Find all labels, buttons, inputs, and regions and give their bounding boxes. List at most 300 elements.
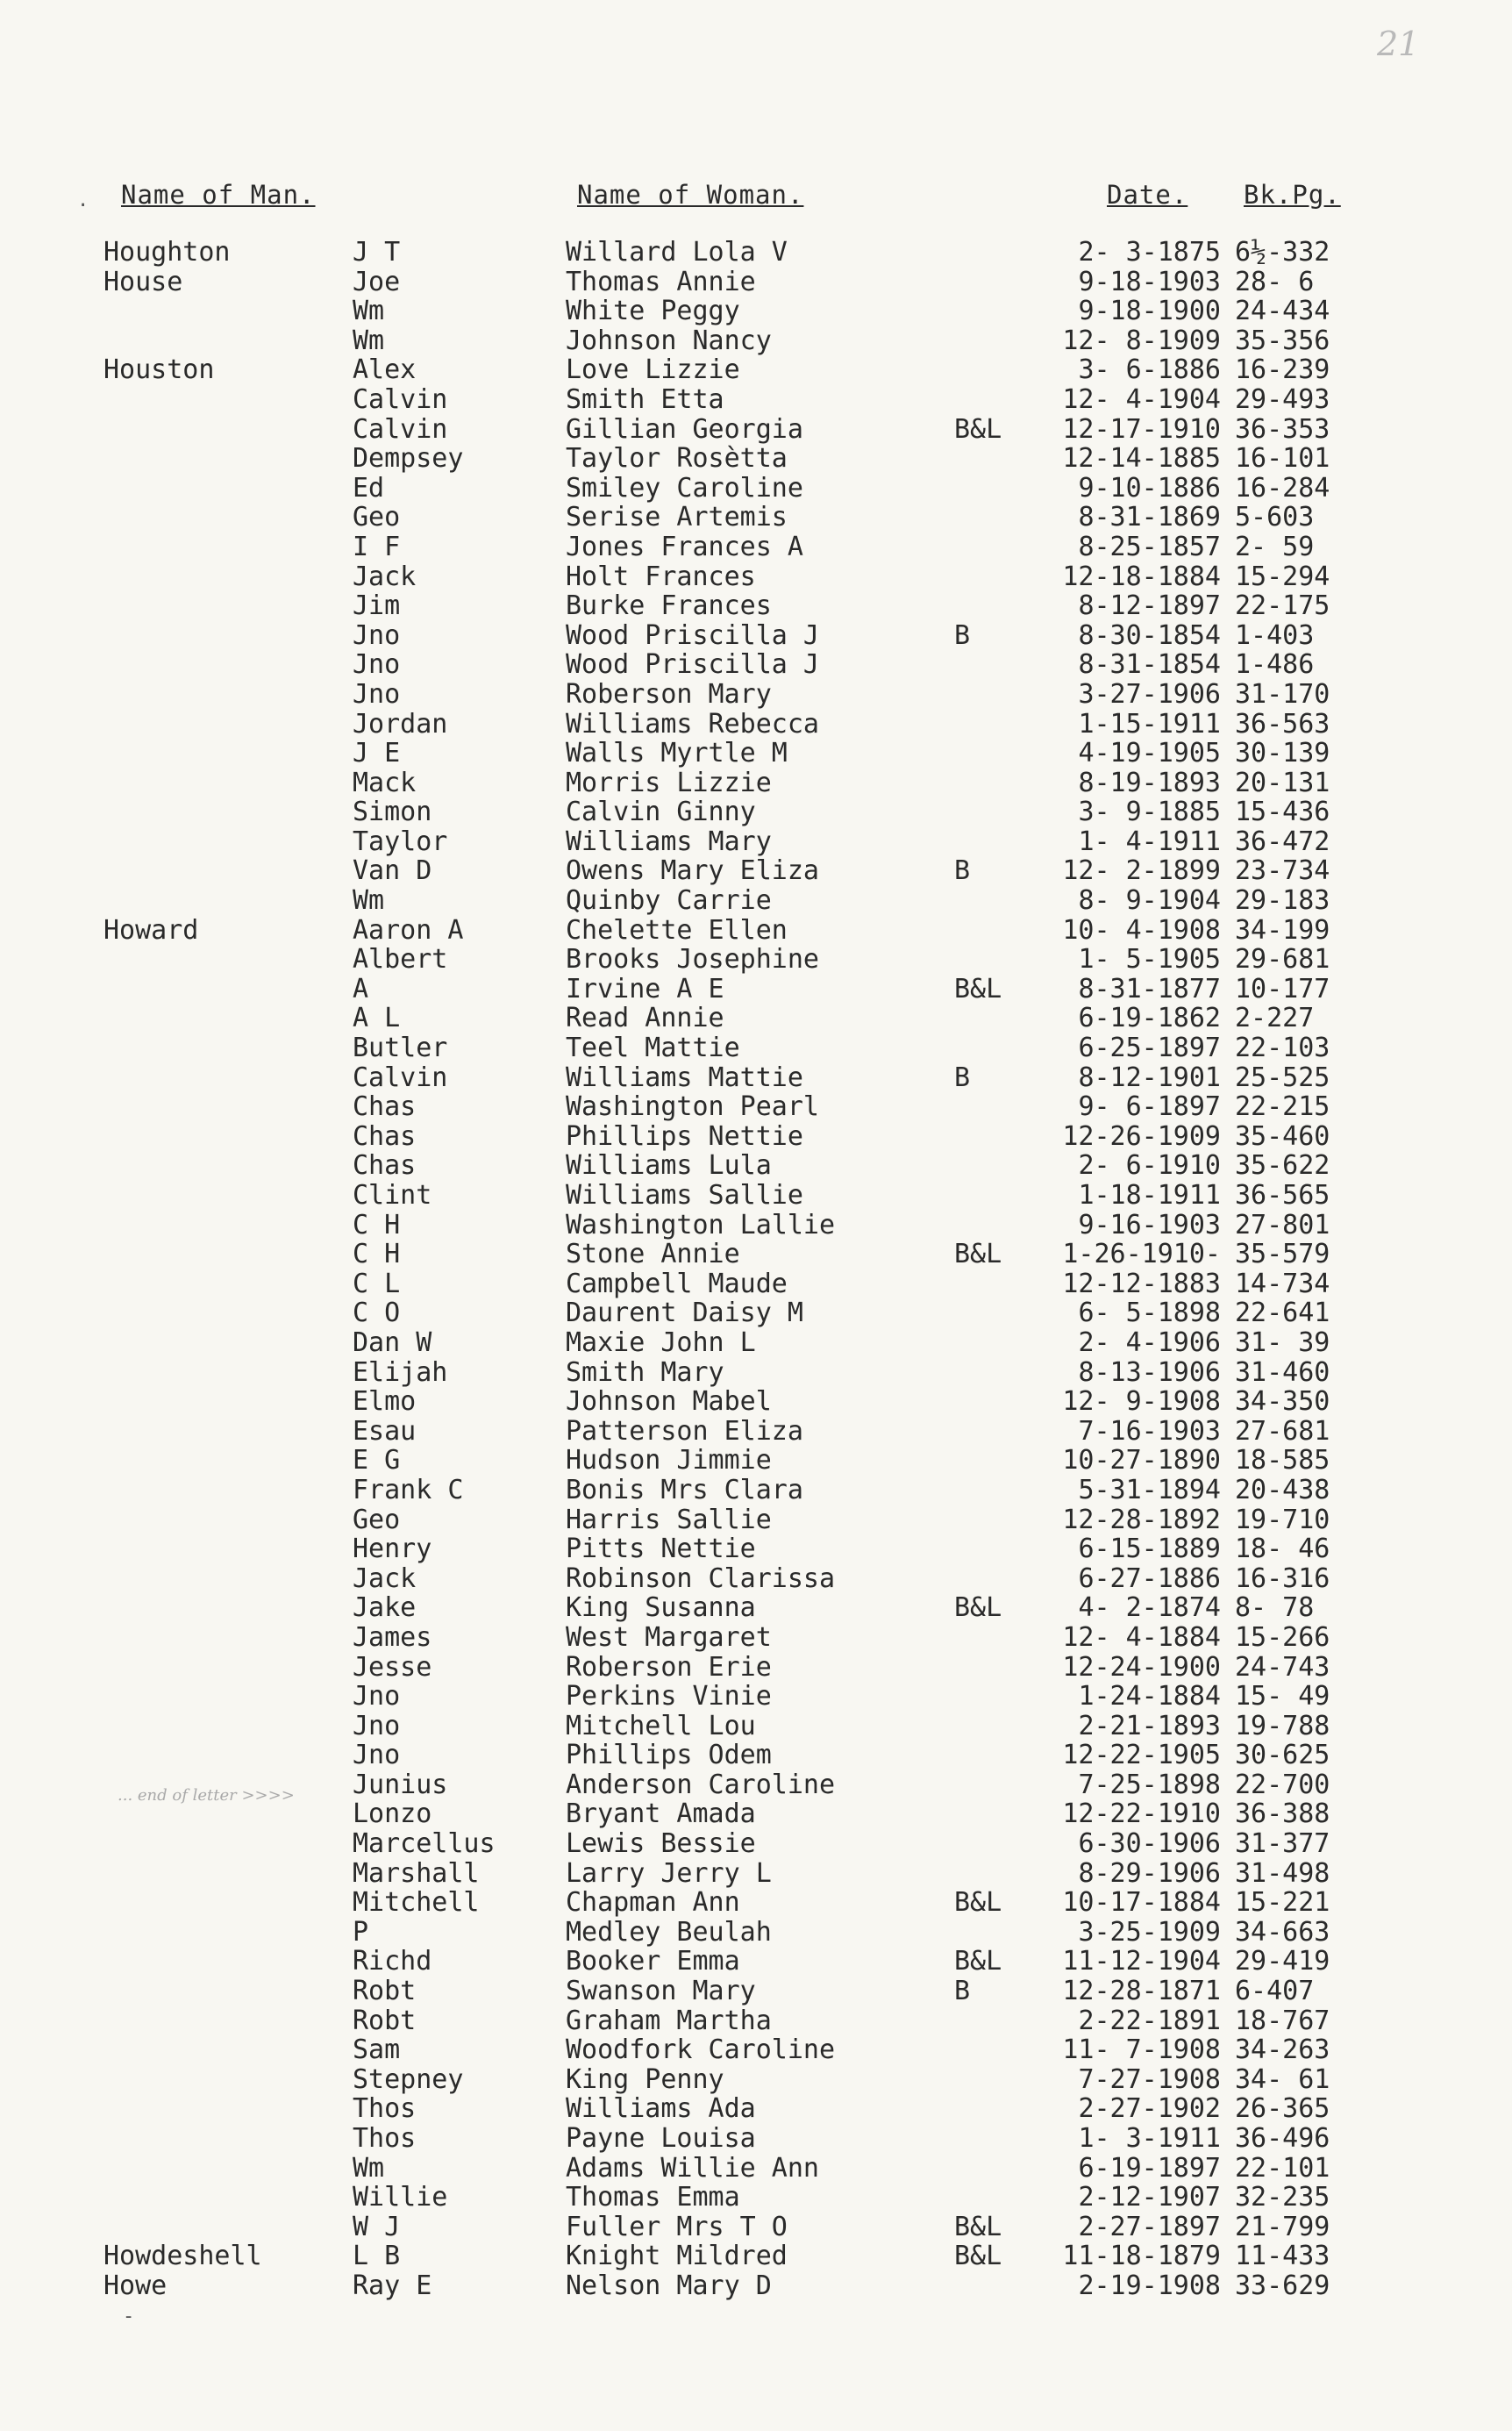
groom-given-name: Chas [353, 1150, 417, 1182]
bride-name: King Susanna [566, 1592, 756, 1624]
record-row [0, 1211, 1512, 1241]
bride-name: Phillips Nettie [566, 1120, 803, 1152]
record-row [0, 680, 1512, 710]
bride-name: Nelson Mary D [566, 2270, 772, 2301]
groom-given-name: Jno [353, 678, 401, 710]
groom-given-name: A [353, 973, 369, 1005]
book-page: 11-433 [1235, 2241, 1330, 2272]
groom-given-name: Willie [353, 2182, 448, 2213]
record-row [0, 326, 1512, 356]
groom-given-name: Thos [353, 2123, 417, 2154]
marriage-date: 12-24-1900 [1062, 1651, 1221, 1683]
book-page: 34-663 [1235, 1916, 1330, 1948]
groom-given-name: C H [353, 1239, 401, 1270]
marriage-date: 6-19-1897 [1078, 2152, 1221, 2184]
marriage-date: 12-14-1885 [1062, 443, 1221, 475]
book-page: 34-199 [1235, 914, 1330, 946]
book-page: 8- 78 [1235, 1592, 1315, 1624]
book-page: 15-436 [1235, 797, 1330, 828]
groom-given-name: L B [353, 2241, 401, 2272]
bride-name: Bonis Mrs Clara [566, 1474, 803, 1505]
book-page: 24-743 [1235, 1651, 1330, 1683]
groom-given-name: Lonzo [353, 1798, 432, 1830]
header-date: Date. [1107, 180, 1188, 210]
groom-given-name: Thos [353, 2093, 417, 2125]
record-note: B&L [954, 1592, 1002, 1624]
book-page: 29-681 [1235, 944, 1330, 976]
bride-name: Swanson Mary [566, 1976, 756, 2007]
marriage-date: 9-18-1903 [1078, 266, 1221, 297]
bride-name: Mitchell Lou [566, 1710, 756, 1741]
groom-given-name: Wm [353, 885, 385, 917]
bride-name: Booker Emma [566, 1946, 740, 1977]
bride-name: Jones Frances A [566, 531, 803, 562]
marriage-date: 6-27-1886 [1078, 1562, 1221, 1594]
bride-name: Read Annie [566, 1003, 724, 1034]
bride-name: Williams Mary [566, 826, 772, 857]
groom-given-name: Junius [353, 1769, 448, 1800]
book-page: 26-365 [1235, 2093, 1330, 2125]
record-row [0, 1564, 1512, 1594]
record-note: B [954, 1976, 971, 2007]
record-row [0, 1122, 1512, 1152]
groom-given-name: Ray E [353, 2270, 432, 2301]
bride-name: Owens Mary Eliza [566, 855, 819, 887]
book-page: 15-221 [1235, 1887, 1330, 1919]
marriage-date: 8-25-1857 [1078, 531, 1221, 562]
record-row [0, 1888, 1512, 1918]
bride-name: Thomas Annie [566, 266, 756, 297]
groom-given-name: Richd [353, 1946, 432, 1977]
book-page: 34-263 [1235, 2034, 1330, 2066]
book-page: 22-101 [1235, 2152, 1330, 2184]
marriage-date: 4-19-1905 [1078, 738, 1221, 769]
record-row [0, 650, 1512, 680]
marriage-records-list [0, 238, 1512, 2301]
marriage-date: 8-31-1877 [1078, 973, 1221, 1005]
groom-given-name: Wm [353, 325, 385, 356]
record-row [0, 1947, 1512, 1977]
marriage-date: 8-29-1906 [1078, 1857, 1221, 1889]
book-page: 33-629 [1235, 2270, 1330, 2301]
book-page: 1-486 [1235, 649, 1315, 681]
book-page: 36-563 [1235, 708, 1330, 740]
book-page: 19-788 [1235, 1710, 1330, 1741]
bride-name: Taylor Rosètta [566, 443, 788, 475]
marriage-date: 3- 9-1885 [1078, 797, 1221, 828]
groom-given-name: Calvin [353, 413, 448, 445]
bride-name: Perkins Vinie [566, 1681, 772, 1712]
bride-name: Williams Sallie [566, 1180, 803, 1211]
bride-name: Wood Priscilla J [566, 649, 819, 681]
book-page: 20-131 [1235, 767, 1330, 798]
bride-name: Roberson Erie [566, 1651, 772, 1683]
book-page: 6½-332 [1235, 237, 1330, 268]
book-page: 35-622 [1235, 1150, 1330, 1182]
marriage-date: 2-21-1893 [1078, 1710, 1221, 1741]
book-page: 31-377 [1235, 1828, 1330, 1860]
book-page: 21-799 [1235, 2211, 1330, 2242]
book-page: 36-496 [1235, 2123, 1330, 2154]
record-row [0, 1918, 1512, 1948]
marriage-date: 2-22-1891 [1078, 2005, 1221, 2036]
record-note: B&L [954, 413, 1002, 445]
bride-name: Larry Jerry L [566, 1857, 772, 1889]
marriage-date: 8-13-1906 [1078, 1356, 1221, 1388]
groom-given-name: Jno [353, 1710, 401, 1741]
marriage-date: 9-16-1903 [1078, 1209, 1221, 1241]
book-page: 23-734 [1235, 855, 1330, 887]
marriage-date: 12-28-1892 [1062, 1504, 1221, 1535]
bride-name: Burke Frances [566, 590, 772, 622]
bride-name: Love Lizzie [566, 354, 740, 386]
record-row [0, 710, 1512, 740]
groom-given-name: Mitchell [353, 1887, 480, 1919]
groom-surname: Howdeshell [103, 2241, 262, 2272]
record-row [0, 1741, 1512, 1770]
marriage-date: 6-30-1906 [1078, 1828, 1221, 1860]
marriage-date: 2- 3-1875 [1078, 237, 1221, 268]
groom-given-name: Jno [353, 1740, 401, 1771]
page-number: 21 [1377, 25, 1420, 63]
book-page: 36-472 [1235, 826, 1330, 857]
book-page: 31- 39 [1235, 1326, 1330, 1358]
record-row [0, 769, 1512, 798]
bride-name: Robinson Clarissa [566, 1562, 836, 1594]
record-row [0, 1623, 1512, 1653]
bride-name: Gillian Georgia [566, 413, 803, 445]
marriage-date: 7-25-1898 [1078, 1769, 1221, 1800]
marriage-date: 2-19-1908 [1078, 2270, 1221, 2301]
groom-given-name: I F [353, 531, 401, 562]
groom-given-name: Jno [353, 1681, 401, 1712]
stray-mark: · [77, 195, 89, 217]
record-row [0, 415, 1512, 445]
groom-given-name: Aaron A [353, 914, 464, 946]
bride-name: Thomas Emma [566, 2182, 740, 2213]
groom-given-name: Jno [353, 619, 401, 651]
groom-given-name: Geo [353, 1504, 401, 1535]
book-page: 25-525 [1235, 1062, 1330, 1093]
bride-name: Stone Annie [566, 1239, 740, 1270]
groom-given-name: E G [353, 1445, 401, 1476]
record-row [0, 503, 1512, 533]
marriage-date: 9-10-1886 [1078, 472, 1221, 504]
marriage-date: 8-12-1901 [1078, 1062, 1221, 1093]
groom-given-name: J T [353, 237, 401, 268]
record-row [0, 916, 1512, 946]
bride-name: Williams Mattie [566, 1062, 803, 1093]
header-name-of-woman: Name of Woman. [577, 180, 804, 210]
bride-name: Hudson Jimmie [566, 1445, 772, 1476]
groom-given-name: Wm [353, 2152, 385, 2184]
record-row [0, 2242, 1512, 2271]
bride-name: Anderson Caroline [566, 1769, 836, 1800]
bride-name: Chapman Ann [566, 1887, 740, 1919]
record-row [0, 1033, 1512, 1063]
record-row [0, 238, 1512, 268]
marriage-date: 12-26-1909 [1062, 1120, 1221, 1152]
record-row [0, 2065, 1512, 2095]
record-row [0, 621, 1512, 651]
record-note: B&L [954, 2241, 1002, 2272]
marriage-date: 12- 8-1909 [1062, 325, 1221, 356]
book-page: 30-139 [1235, 738, 1330, 769]
marriage-date: 3- 6-1886 [1078, 354, 1221, 386]
marriage-date: 8-19-1893 [1078, 767, 1221, 798]
groom-given-name: Jack [353, 1562, 417, 1594]
marriage-date: 7-27-1908 [1078, 2063, 1221, 2095]
record-note: B&L [954, 1946, 1002, 1977]
bride-name: Fuller Mrs T O [566, 2211, 788, 2242]
bride-name: Knight Mildred [566, 2241, 788, 2272]
marriage-date: 12- 2-1899 [1062, 855, 1221, 887]
book-page: 30-625 [1235, 1740, 1330, 1771]
stray-mark: - [123, 2306, 135, 2327]
book-page: 36-388 [1235, 1798, 1330, 1830]
book-page: 32-235 [1235, 2182, 1330, 2213]
marriage-date: 12- 4-1904 [1062, 383, 1221, 415]
marriage-date: 10-17-1884 [1062, 1887, 1221, 1919]
book-page: 15- 49 [1235, 1681, 1330, 1712]
record-row [0, 797, 1512, 827]
marriage-date: 9-18-1900 [1078, 296, 1221, 327]
groom-given-name: P [353, 1916, 369, 1948]
book-page: 24-434 [1235, 296, 1330, 327]
book-page: 22-700 [1235, 1769, 1330, 1800]
record-row [0, 2271, 1512, 2301]
book-page: 1-403 [1235, 619, 1315, 651]
marriage-date: 1-24-1884 [1078, 1681, 1221, 1712]
record-row [0, 2154, 1512, 2184]
bride-name: Woodfork Caroline [566, 2034, 836, 2066]
book-page: 22-641 [1235, 1298, 1330, 1329]
groom-given-name: C O [353, 1298, 401, 1329]
marriage-date: 8-31-1869 [1078, 502, 1221, 533]
groom-given-name: Taylor [353, 826, 448, 857]
book-page: 31-460 [1235, 1356, 1330, 1388]
book-page: 18- 46 [1235, 1534, 1330, 1565]
groom-given-name: Frank C [353, 1474, 464, 1505]
record-row [0, 1534, 1512, 1564]
groom-surname: House [103, 266, 183, 297]
record-note: B&L [954, 1239, 1002, 1270]
marriage-date: 2- 4-1906 [1078, 1326, 1221, 1358]
record-row [0, 1682, 1512, 1712]
bride-name: Daurent Daisy M [566, 1298, 803, 1329]
record-row [0, 474, 1512, 504]
book-page: 14-734 [1235, 1268, 1330, 1299]
marriage-date: 1-15-1911 [1078, 708, 1221, 740]
book-page: 35-356 [1235, 325, 1330, 356]
record-row [0, 1476, 1512, 1505]
marriage-date: 4- 2-1874 [1078, 1592, 1221, 1624]
record-row [0, 1004, 1512, 1033]
bride-name: Morris Lizzie [566, 767, 772, 798]
bride-name: Smith Etta [566, 383, 724, 415]
marriage-date: 12-22-1910 [1062, 1798, 1221, 1830]
marriage-date: 1- 5-1905 [1078, 944, 1221, 976]
bride-name: White Peggy [566, 296, 740, 327]
bride-name: Patterson Eliza [566, 1415, 803, 1447]
marriage-date: 1-18-1911 [1078, 1180, 1221, 1211]
book-page: 29-493 [1235, 383, 1330, 415]
bride-name: Pitts Nettie [566, 1534, 756, 1565]
marriage-date: 12-22-1905 [1062, 1740, 1221, 1771]
record-row [0, 268, 1512, 297]
bride-name: King Penny [566, 2063, 724, 2095]
bride-name: Irvine A E [566, 973, 724, 1005]
marriage-date: 2- 6-1910 [1078, 1150, 1221, 1182]
bride-name: Brooks Josephine [566, 944, 819, 976]
groom-given-name: A L [353, 1003, 401, 1034]
bride-name: Willard Lola V [566, 237, 788, 268]
groom-given-name: Esau [353, 1415, 417, 1447]
groom-given-name: Chas [353, 1091, 417, 1123]
book-page: 28- 6 [1235, 266, 1315, 297]
groom-given-name: Jesse [353, 1651, 432, 1683]
bride-name: Teel Mattie [566, 1033, 740, 1064]
record-row [0, 1240, 1512, 1269]
record-row [0, 1829, 1512, 1859]
groom-given-name: Mack [353, 767, 417, 798]
bride-name: Payne Louisa [566, 2123, 756, 2154]
marriage-date: 10- 4-1908 [1062, 914, 1221, 946]
record-row [0, 856, 1512, 886]
bride-name: Williams Ada [566, 2093, 756, 2125]
record-row [0, 355, 1512, 385]
book-page: 15-266 [1235, 1621, 1330, 1653]
groom-given-name: W J [353, 2211, 401, 2242]
bride-name: Quinby Carrie [566, 885, 772, 917]
bride-name: Phillips Odem [566, 1740, 772, 1771]
record-row [0, 975, 1512, 1005]
book-page: 10-177 [1235, 973, 1330, 1005]
groom-given-name: Ed [353, 472, 385, 504]
marriage-date: 7-16-1903 [1078, 1415, 1221, 1447]
groom-given-name: Calvin [353, 383, 448, 415]
groom-surname: Howard [103, 914, 199, 946]
marriage-date: 12-28-1871 [1062, 1976, 1221, 2007]
groom-given-name: Robt [353, 1976, 417, 2007]
record-row [0, 886, 1512, 916]
marriage-date: 3-25-1909 [1078, 1916, 1221, 1948]
book-page: 18-767 [1235, 2005, 1330, 2036]
record-note: B&L [954, 2211, 1002, 2242]
marriage-date: 6-19-1862 [1078, 1003, 1221, 1034]
book-page: 22-215 [1235, 1091, 1330, 1123]
groom-given-name: Sam [353, 2034, 401, 2066]
record-row [0, 2213, 1512, 2242]
book-page: 31-170 [1235, 678, 1330, 710]
marriage-date: 12-18-1884 [1062, 561, 1221, 592]
record-note: B&L [954, 1887, 1002, 1919]
record-row [0, 2094, 1512, 2124]
record-note: B [954, 619, 971, 651]
marriage-date: 2-27-1897 [1078, 2211, 1221, 2242]
record-row [0, 2124, 1512, 2154]
record-row [0, 1593, 1512, 1623]
book-page: 35-579 [1235, 1239, 1330, 1270]
groom-given-name: Robt [353, 2005, 417, 2036]
bride-name: Wood Priscilla J [566, 619, 819, 651]
bride-name: Holt Frances [566, 561, 756, 592]
book-page: 36-565 [1235, 1180, 1330, 1211]
record-row [0, 533, 1512, 562]
book-page: 20-438 [1235, 1474, 1330, 1505]
groom-given-name: Chas [353, 1120, 417, 1152]
bride-name: West Margaret [566, 1621, 772, 1653]
bride-name: Johnson Mabel [566, 1386, 772, 1418]
marriage-date: 1-26-1910- [1062, 1239, 1221, 1270]
bride-name: Adams Willie Ann [566, 2152, 819, 2184]
marriage-date: 9- 6-1897 [1078, 1091, 1221, 1123]
groom-given-name: Dempsey [353, 443, 464, 475]
groom-given-name: Jordan [353, 708, 448, 740]
bride-name: Williams Rebecca [566, 708, 819, 740]
book-page: 34-350 [1235, 1386, 1330, 1418]
book-page: 2- 59 [1235, 531, 1315, 562]
book-page: 6-407 [1235, 1976, 1315, 2007]
record-row [0, 1977, 1512, 2006]
marriage-date: 11- 7-1908 [1062, 2034, 1221, 2066]
marriage-date: 2-27-1902 [1078, 2093, 1221, 2125]
groom-given-name: Jno [353, 649, 401, 681]
bride-name: Smiley Caroline [566, 472, 803, 504]
book-page: 15-294 [1235, 561, 1330, 592]
book-page: 35-460 [1235, 1120, 1330, 1152]
bride-name: Bryant Amada [566, 1798, 756, 1830]
record-row [0, 1653, 1512, 1683]
book-page: 19-710 [1235, 1504, 1330, 1535]
book-page: 5-603 [1235, 502, 1315, 533]
groom-given-name: Jim [353, 590, 401, 622]
book-page: 29-183 [1235, 885, 1330, 917]
book-page: 16-284 [1235, 472, 1330, 504]
marriage-date: 8-31-1854 [1078, 649, 1221, 681]
groom-given-name: C L [353, 1268, 401, 1299]
groom-given-name: J E [353, 738, 401, 769]
book-page: 22-175 [1235, 590, 1330, 622]
bride-name: Washington Lallie [566, 1209, 836, 1241]
groom-given-name: Clint [353, 1180, 432, 1211]
record-row [0, 945, 1512, 975]
book-page: 2-227 [1235, 1003, 1315, 1034]
record-row [0, 1151, 1512, 1181]
groom-given-name: Butler [353, 1033, 448, 1064]
record-row [0, 1181, 1512, 1211]
record-row [0, 1417, 1512, 1447]
marriage-date: 11-18-1879 [1062, 2241, 1221, 2272]
groom-given-name: Albert [353, 944, 448, 976]
book-page: 29-419 [1235, 1946, 1330, 1977]
book-page: 27-801 [1235, 1209, 1330, 1241]
marriage-date: 1- 3-1911 [1078, 2123, 1221, 2154]
bride-name: Lewis Bessie [566, 1828, 756, 1860]
bride-name: Harris Sallie [566, 1504, 772, 1535]
marriage-date: 6- 5-1898 [1078, 1298, 1221, 1329]
groom-given-name: Henry [353, 1534, 432, 1565]
record-row [0, 1298, 1512, 1328]
book-page: 16-316 [1235, 1562, 1330, 1594]
groom-surname: Houston [103, 354, 215, 386]
bride-name: Williams Lula [566, 1150, 772, 1182]
record-row [0, 385, 1512, 415]
record-row [0, 827, 1512, 857]
groom-given-name: James [353, 1621, 432, 1653]
record-row [0, 1505, 1512, 1535]
marriage-date: 8-12-1897 [1078, 590, 1221, 622]
